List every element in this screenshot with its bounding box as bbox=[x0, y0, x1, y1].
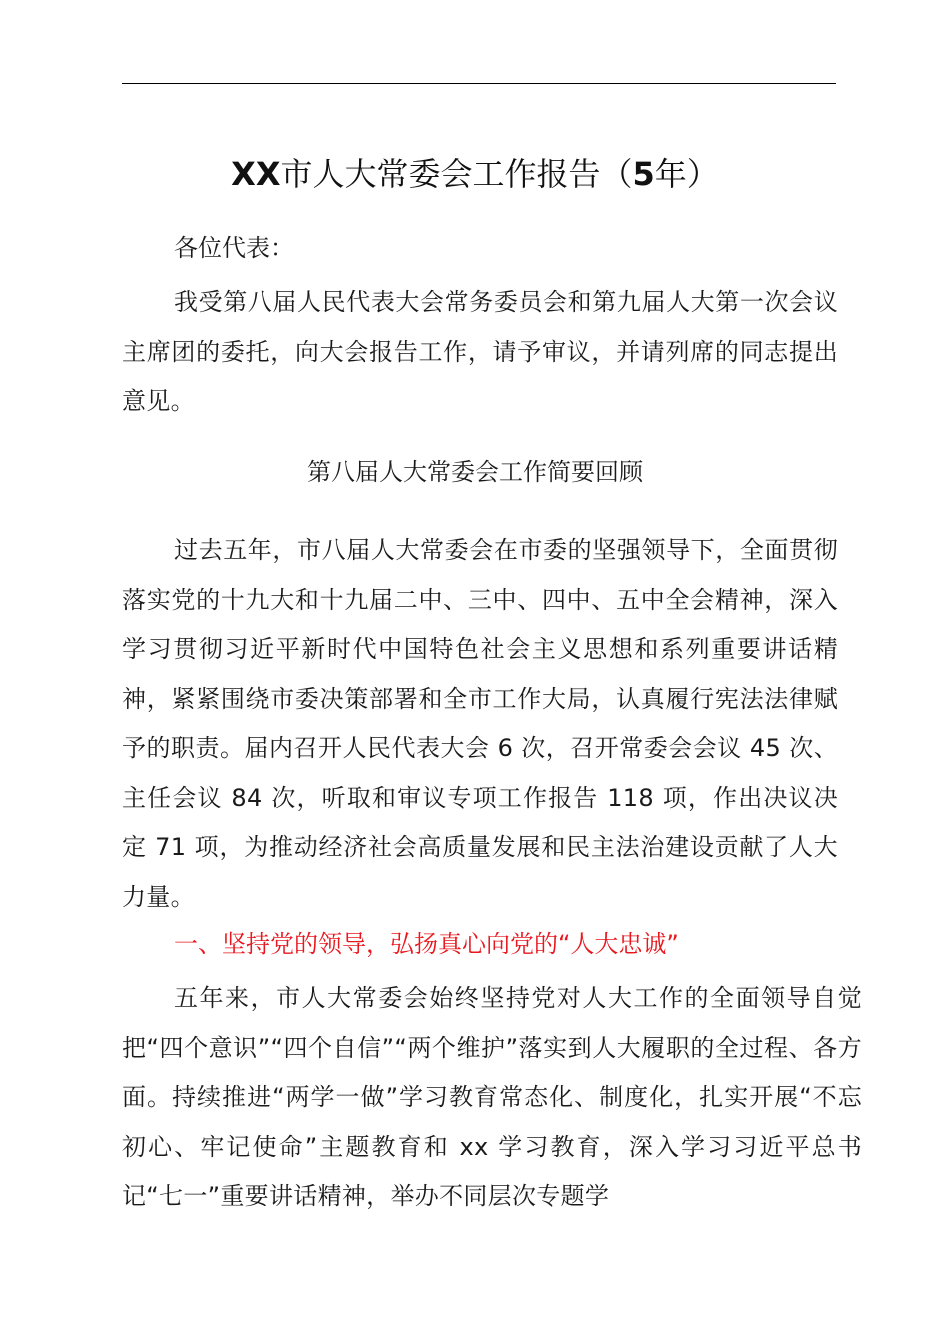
section-one-paragraph: 五年来，市人大常委会始终坚持党对人大工作的全面领导自觉把“四个意识”“四个自信”“两个维护”落实到人大履职的全过程、各方面。持续推进“两学一做”学习教育常态化、制度化，扎实开展“不忘初心、牢记使命”主题教育和 xx 学习教育，深入学习习近平总书记“七一”重要讲话精神，举办不同层次专题学 bbox=[122, 984, 862, 1210]
page-title bbox=[0, 150, 950, 198]
salutation: 各位代表： bbox=[174, 234, 294, 262]
review-paragraph: 过去五年，市八届人大常委会在市委的坚强领导下，全面贯彻落实党的十九大和十九届二中、三中、四中、五中全会精神，深入学习贯彻习近平新时代中国特色社会主义思想和系列重要讲话精神，紧紧围绕市委决策部署和全市工作大局，认真履行宪法法律赋予的职责。届内召开人民代表大会 6 次，召开常委会会议 45 次、主任会议 84 次，听取和审议专项工作报告 118 项，作出决议决定 71 项，为推动经济社会高质量发展和民主法治建设贡献了人大力量。 bbox=[122, 536, 838, 911]
intro-paragraph: 我受第八届人民代表大会常务委员会和第九届人大第一次会议主席团的委托，向大会报告工作，请予审议，并请列席的同志提出意见。 bbox=[122, 288, 838, 415]
review-heading: 第八届人大常委会工作简要回顾 bbox=[307, 458, 643, 486]
title-main: 市人大常委会工作报告（ bbox=[280, 155, 633, 193]
header-rule bbox=[122, 83, 836, 84]
title-suffix: 年） bbox=[654, 155, 719, 193]
title-prefix: XX bbox=[231, 155, 281, 193]
section-one-heading: 一、坚持党的领导，弘扬真心向党的“人大忠诚” bbox=[174, 930, 679, 958]
title-number: 5 bbox=[632, 155, 655, 193]
